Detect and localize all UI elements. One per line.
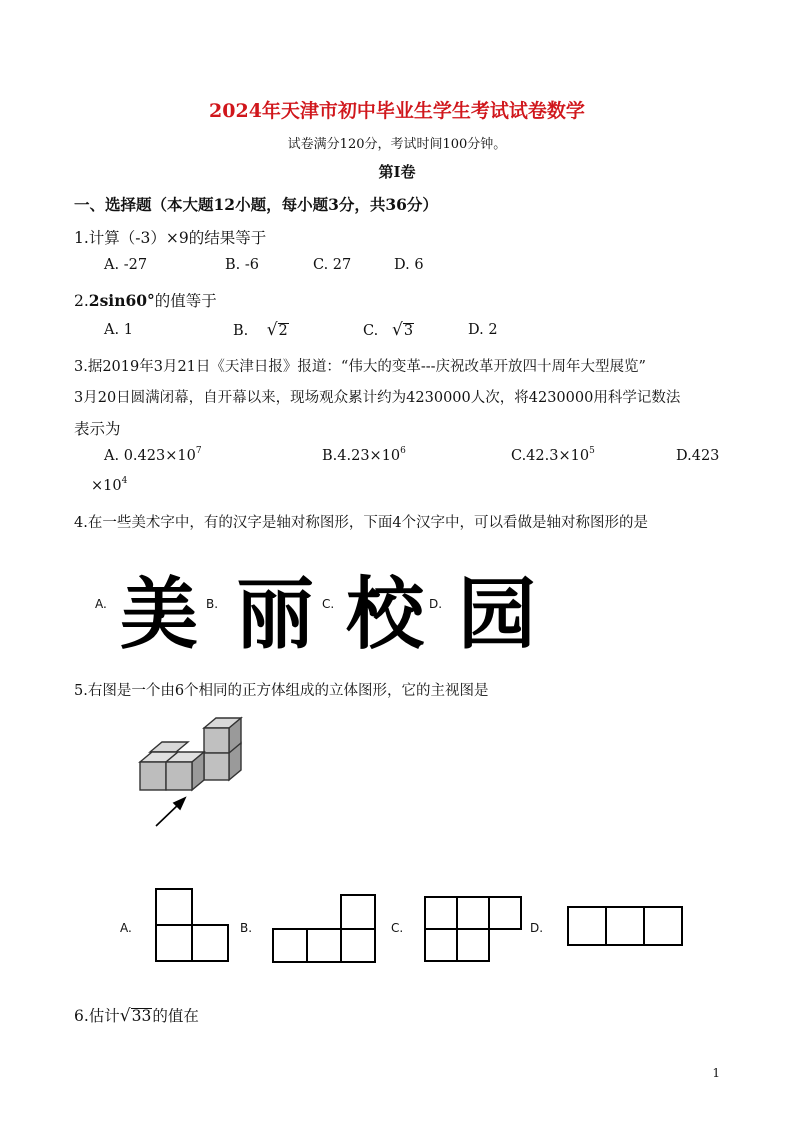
q3-option-c-exponent: 5: [589, 446, 595, 456]
q3-option-a-exponent: 7: [195, 446, 202, 456]
q3-option-b-exponent: 6: [400, 446, 406, 456]
q1-option-c: C. 27: [313, 257, 352, 273]
q4-option-c-character: 校: [346, 570, 425, 660]
q4-option-b-label: B.: [206, 597, 219, 611]
q4-option-a-character: 美: [120, 570, 199, 660]
q3-option-d-cont: ×10: [91, 478, 122, 494]
q2-option-b-radicand: 2: [278, 323, 288, 339]
q4-option-d-character: 园: [458, 570, 537, 660]
q5-option-a-label: A.: [120, 921, 132, 935]
q2-option-c: [363, 320, 414, 340]
q1-option-b: B. -6: [225, 257, 259, 273]
q6-stem-tail: 的值在: [152, 1007, 199, 1025]
q4-option-a-label: A.: [95, 597, 107, 611]
q5-option-a-figure: [152, 885, 232, 965]
q5-option-d-figure: [564, 904, 688, 948]
question-4-stem: 4.在一些美术字中，有的汉字是轴对称图形，下面4个汉字中，可以看做是轴对称图形的是: [74, 515, 649, 531]
question-3-line-1: 3.据2019年3月21日《天津日报》报道：“伟大的变革---庆祝改革开放四十周年大型展览”: [74, 359, 646, 375]
q2-option-c-label: C.: [363, 323, 379, 339]
q5-option-b-figure: [269, 892, 379, 964]
page-number: 1: [712, 1066, 720, 1080]
q2-option-c-radicand: 3: [403, 323, 414, 339]
q4-option-b-character: 丽: [236, 570, 315, 660]
sqrt-icon: √: [119, 1006, 131, 1026]
cube-stack-figure: [130, 710, 250, 835]
q2-option-b: [233, 320, 289, 340]
q2-option-b-label: B.: [233, 323, 249, 339]
q1-option-a: A. -27: [104, 257, 148, 273]
q4-option-c-label: C.: [322, 597, 335, 611]
q6-radicand: 33: [131, 1007, 152, 1025]
q5-option-c-figure: [421, 894, 525, 964]
q6-stem-head: 6.估计: [74, 1007, 120, 1025]
q4-option-d-label: D.: [429, 597, 443, 611]
q2-number: 2.: [74, 292, 89, 310]
section-heading: 一、选择题（本大题12小题，每小题3分，共36分）: [74, 195, 438, 214]
sqrt-icon: √: [266, 320, 278, 340]
question-1-stem: 1.计算（-3）×9的结果等于: [74, 229, 267, 247]
q1-option-d: D. 6: [394, 257, 424, 273]
exam-subtitle: 试卷满分120分，考试时间100分钟。: [287, 137, 507, 152]
q5-option-b-label: B.: [240, 921, 253, 935]
q3-option-c-base: C.42.3×10: [511, 448, 590, 464]
q5-option-d-label: D.: [530, 921, 544, 935]
q3-option-b: [322, 448, 406, 464]
volume-heading: 第I卷: [378, 163, 416, 181]
q2-stem-tail: 的值等于: [154, 292, 217, 310]
sqrt-icon: √: [392, 320, 403, 340]
q3-option-a-base: A. 0.423×10: [104, 448, 196, 464]
q3-option-b-base: B.4.23×10: [322, 448, 401, 464]
q3-option-a: [104, 448, 202, 464]
q3-option-c: [511, 448, 595, 464]
q5-option-c-label: C.: [391, 921, 404, 935]
question-3-line-3: 表示为: [74, 420, 121, 438]
question-6-stem: [74, 1004, 199, 1026]
question-5-stem: 5.右图是一个由6个相同的正方体组成的立体图形，它的主视图是: [74, 683, 489, 699]
q3-option-d-continued: [91, 478, 127, 494]
q2-option-d: D. 2: [468, 322, 498, 338]
question-3-line-2: 3月20日圆满闭幕，自开幕以来，现场观众累计约为4230000人次，将4230000用科学记数法: [74, 390, 681, 406]
q3-option-d-exponent: 4: [121, 476, 128, 486]
q2-option-a: A. 1: [104, 322, 133, 338]
view-direction-arrow: [156, 798, 185, 826]
exam-title: 2024年天津市初中毕业生学生考试试卷数学: [209, 100, 585, 122]
question-2-stem: [74, 289, 217, 311]
q2-expression: 2sin60°: [88, 291, 155, 310]
q3-option-d: D.423: [676, 448, 720, 464]
